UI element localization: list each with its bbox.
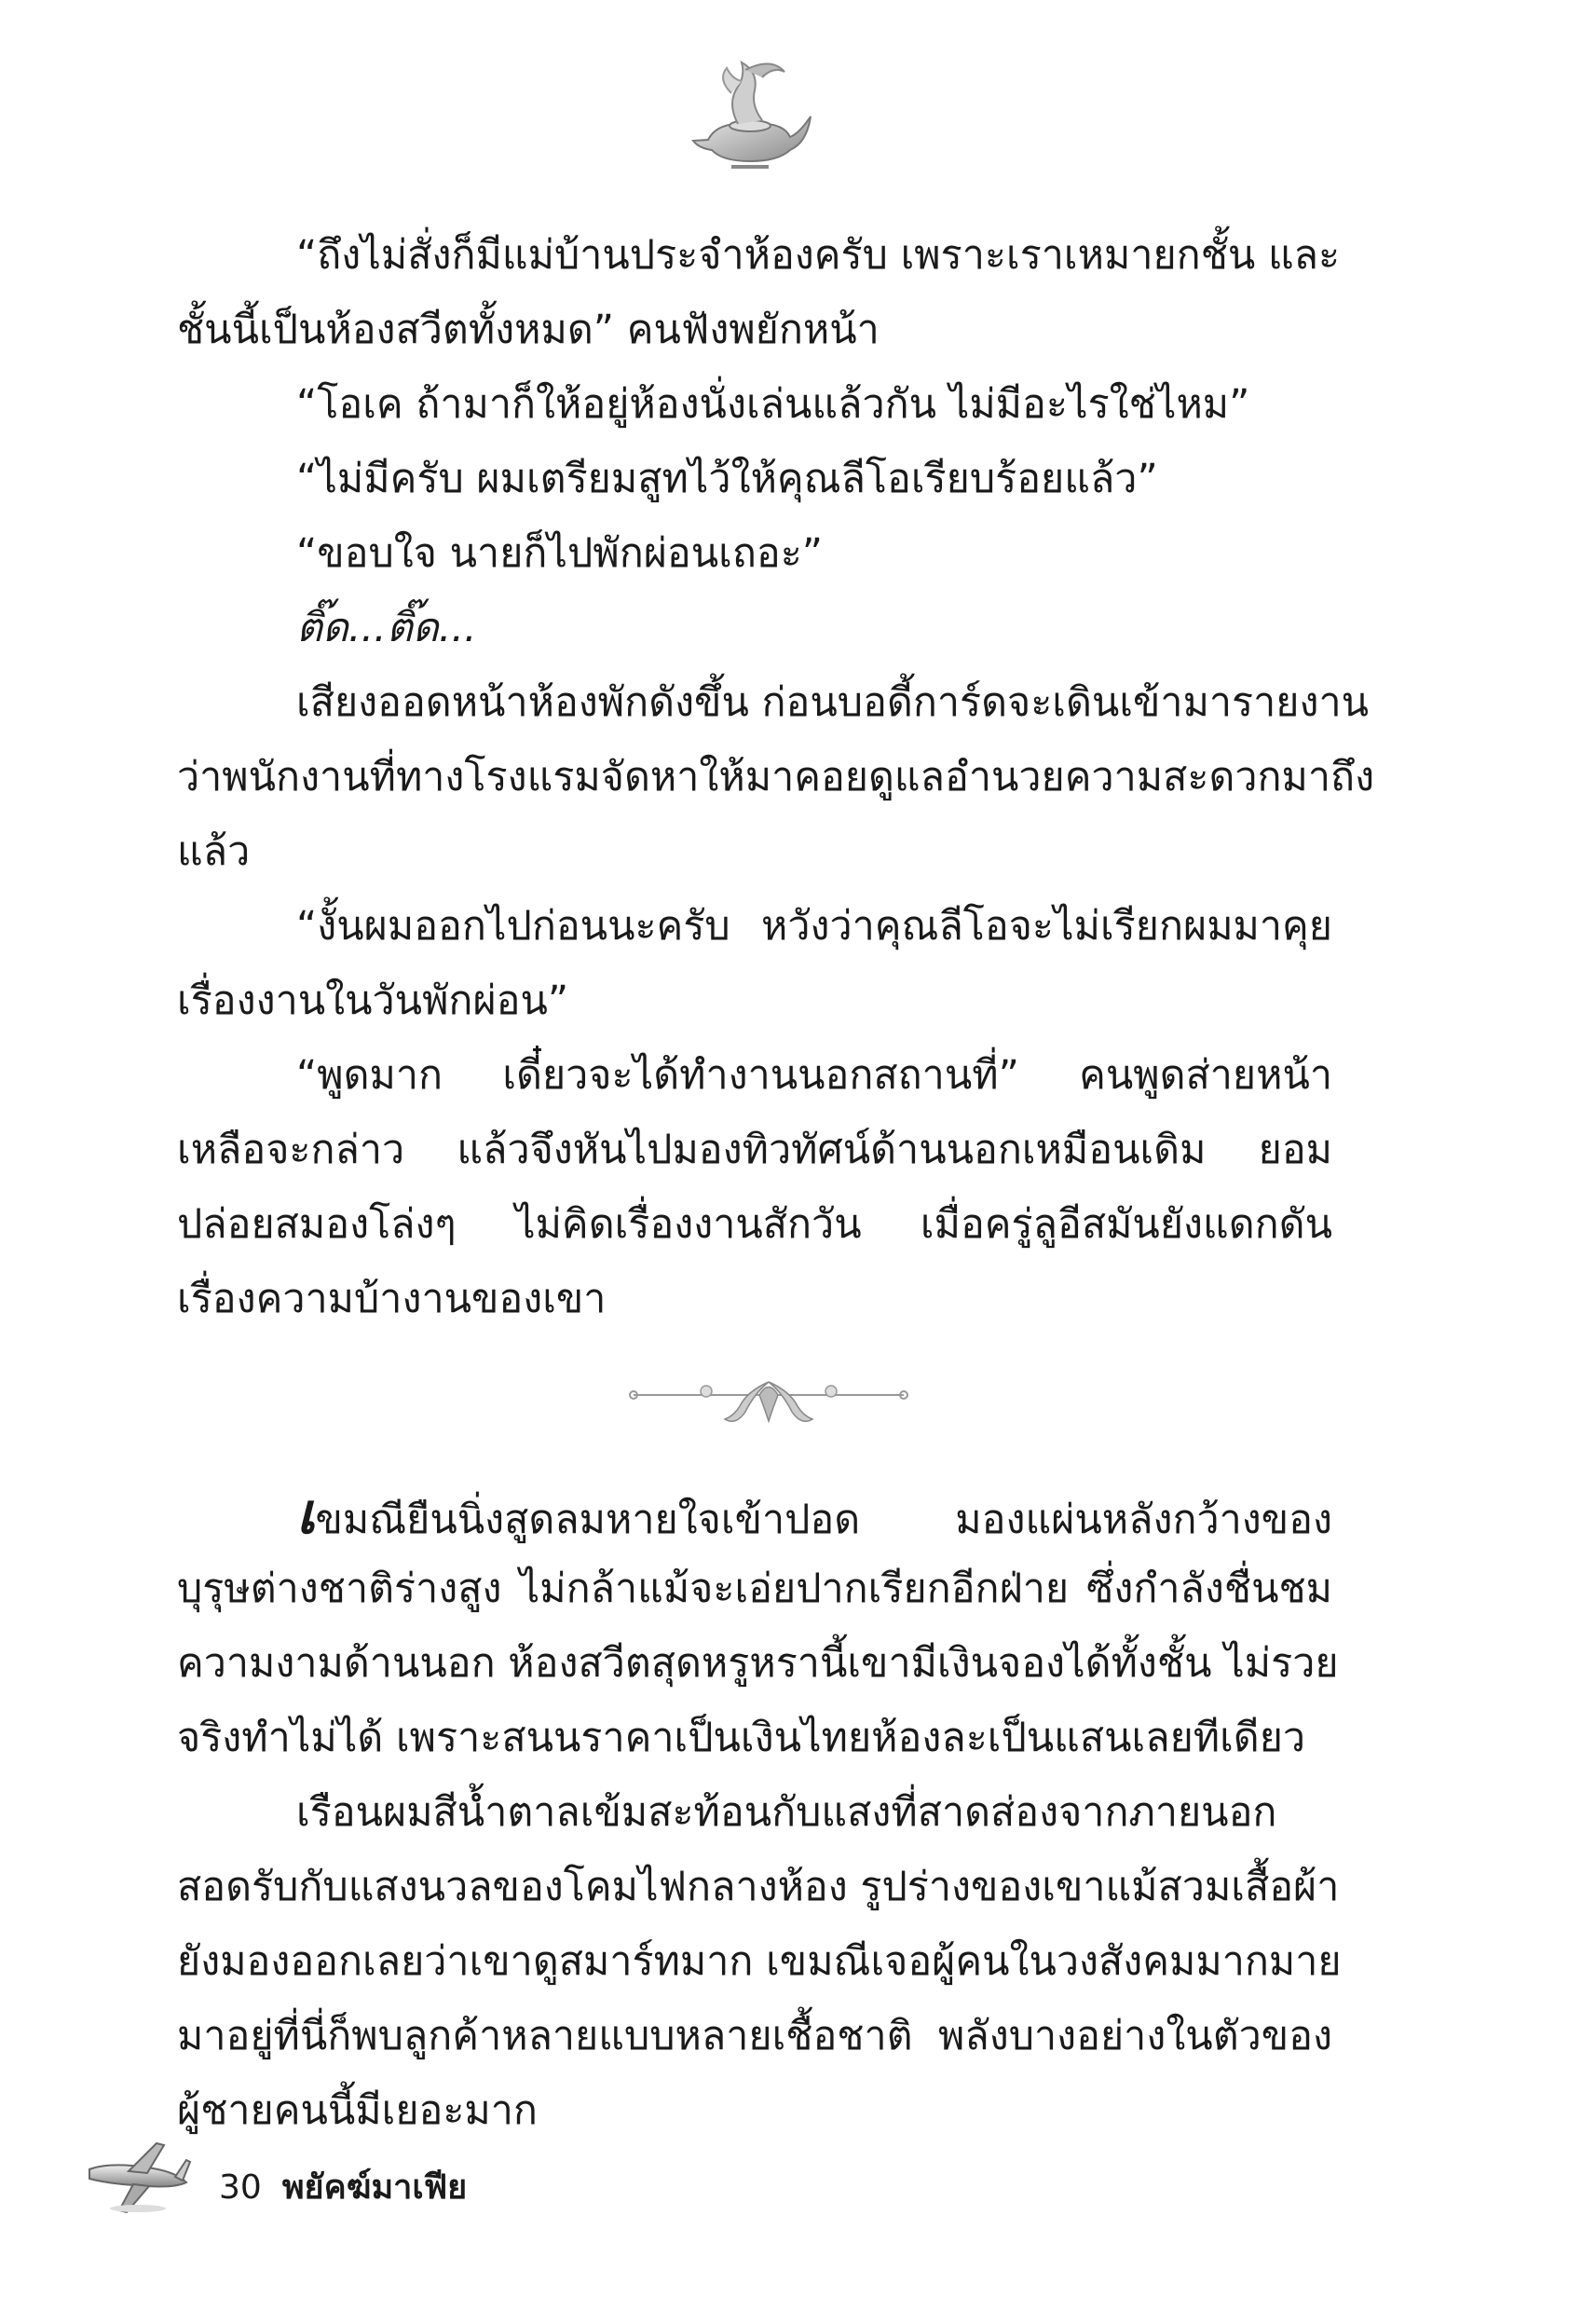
paragraph-line: เรือนผมสีน้ำตาลเข้มสะท้อนกับแสงที่สาดส่องจากภายนอก (296, 1789, 1277, 1836)
paragraph-line: “พูดมาก เดี๋ยวจะได้ทำงานนอกสถานที่” คนพูดส่ายหน้า (296, 1052, 1332, 1099)
paragraph-line: จริงทำไม่ได้ เพราะสนนราคาเป็นเงินไทยห้องละเป็นแสนเลยทีเดียว (177, 1715, 1306, 1761)
page-number: 30 (219, 2168, 262, 2207)
paragraph-line: เรื่องความบ้างานของเขา (177, 1276, 607, 1322)
paragraph-line: “โอเค ถ้ามาก็ให้อยู่ห้องนั่งเล่นแล้วกัน ไม่มีอะไรใช่ไหม” (296, 381, 1250, 428)
paragraph-line: ความงามด้านนอก ห้องสวีตสุดหรูหรานี้เขามีเงินจองได้ทั้งชั้น ไม่รวย (177, 1640, 1339, 1687)
paragraph-line: สอดรับกับแสงนวลของโคมไฟกลางห้อง รูปร่างของเขาแม้สวมเสื้อผ้า (177, 1864, 1340, 1910)
section-one (177, 218, 1375, 1336)
paragraph-line: “งั้นผมออกไปก่อนนะครับ หวังว่าคุณลีโอจะไม่เรียกผมมาคุย (296, 903, 1332, 950)
paragraph-line: “ขอบใจ นายก็ไปพักผ่อนเถอะ” (296, 530, 824, 577)
airplane-icon (82, 2134, 194, 2218)
ornamental-divider-icon (624, 1374, 913, 1430)
paragraph-first-line (177, 1477, 1332, 1552)
paragraph-line: ปล่อยสมองโล่งๆ ไม่คิดเรื่องงานสักวัน เมื่อครู่ลูอีสมันยังแดกดัน (177, 1201, 1332, 1248)
paragraph-line: ชั้นนี้เป็นห้องสวีตทั้งหมด” คนฟังพยักหน้า (177, 307, 880, 353)
section-two (177, 1477, 1342, 2148)
paragraph-line: เรื่องงานในวันพักผ่อน” (177, 978, 569, 1024)
paragraph-line: “ไม่มีครับ ผมเตรียมสูทไว้ให้คุณลีโอเรียบร้อยแล้ว” (296, 456, 1158, 502)
paragraph-line: เสียงออดหน้าห้องพักดังขึ้น ก่อนบอดี้การ์ดจะเดินเข้ามารายงาน (296, 679, 1370, 726)
sound-effect-line: ติ๊ด...ติ๊ด... (296, 605, 477, 651)
drop-cap: เ (296, 1482, 316, 1547)
paragraph-line: ยังมองออกเลยว่าเขาดูสมาร์ทมาก เขมณีเจอผู้คนในวงสังคมมากมาย (177, 1938, 1342, 1985)
paragraph-line: เหลือจะกล่าว แล้วจึงหันไปมองทิวทัศน์ด้านนอกเหมือนเดิม ยอม (177, 1127, 1332, 1173)
paragraph-line: ว่าพนักงานที่ทางโรงแรมจัดหาให้มาคอยดูแลอำนวยความสะดวกมาถึง (177, 754, 1375, 800)
paragraph-line: ผู้ชายคนนี้มีเยอะมาก (177, 2087, 538, 2134)
paragraph-line: “ถึงไม่สั่งก็มีแม่บ้านประจำห้องครับ เพราะเราเหมายกชั้น และ (296, 232, 1341, 279)
paragraph-line: มาอยู่ที่นี่ก็พบลูกค้าหลายแบบหลายเชื้อชาติ พลังบางอย่างในตัวของ (177, 2013, 1332, 2059)
paragraph-line: แล้ว (177, 828, 251, 875)
page-footer (219, 2160, 467, 2213)
first-line-text: ขมณียืนนิ่งสูดลมหายใจเข้าปอด มองแผ่นหลังกว้างของ (315, 1497, 1332, 1543)
book-title: พยัคฆ์มาเฟีย (281, 2168, 468, 2207)
genie-lamp-icon (680, 51, 820, 172)
paragraph-line: บุรุษต่างชาติร่างสูง ไม่กล้าแม้จะเอ่ยปากเรียกอีกฝ่าย ซึ่งกำลังชื่นชม (177, 1566, 1332, 1612)
